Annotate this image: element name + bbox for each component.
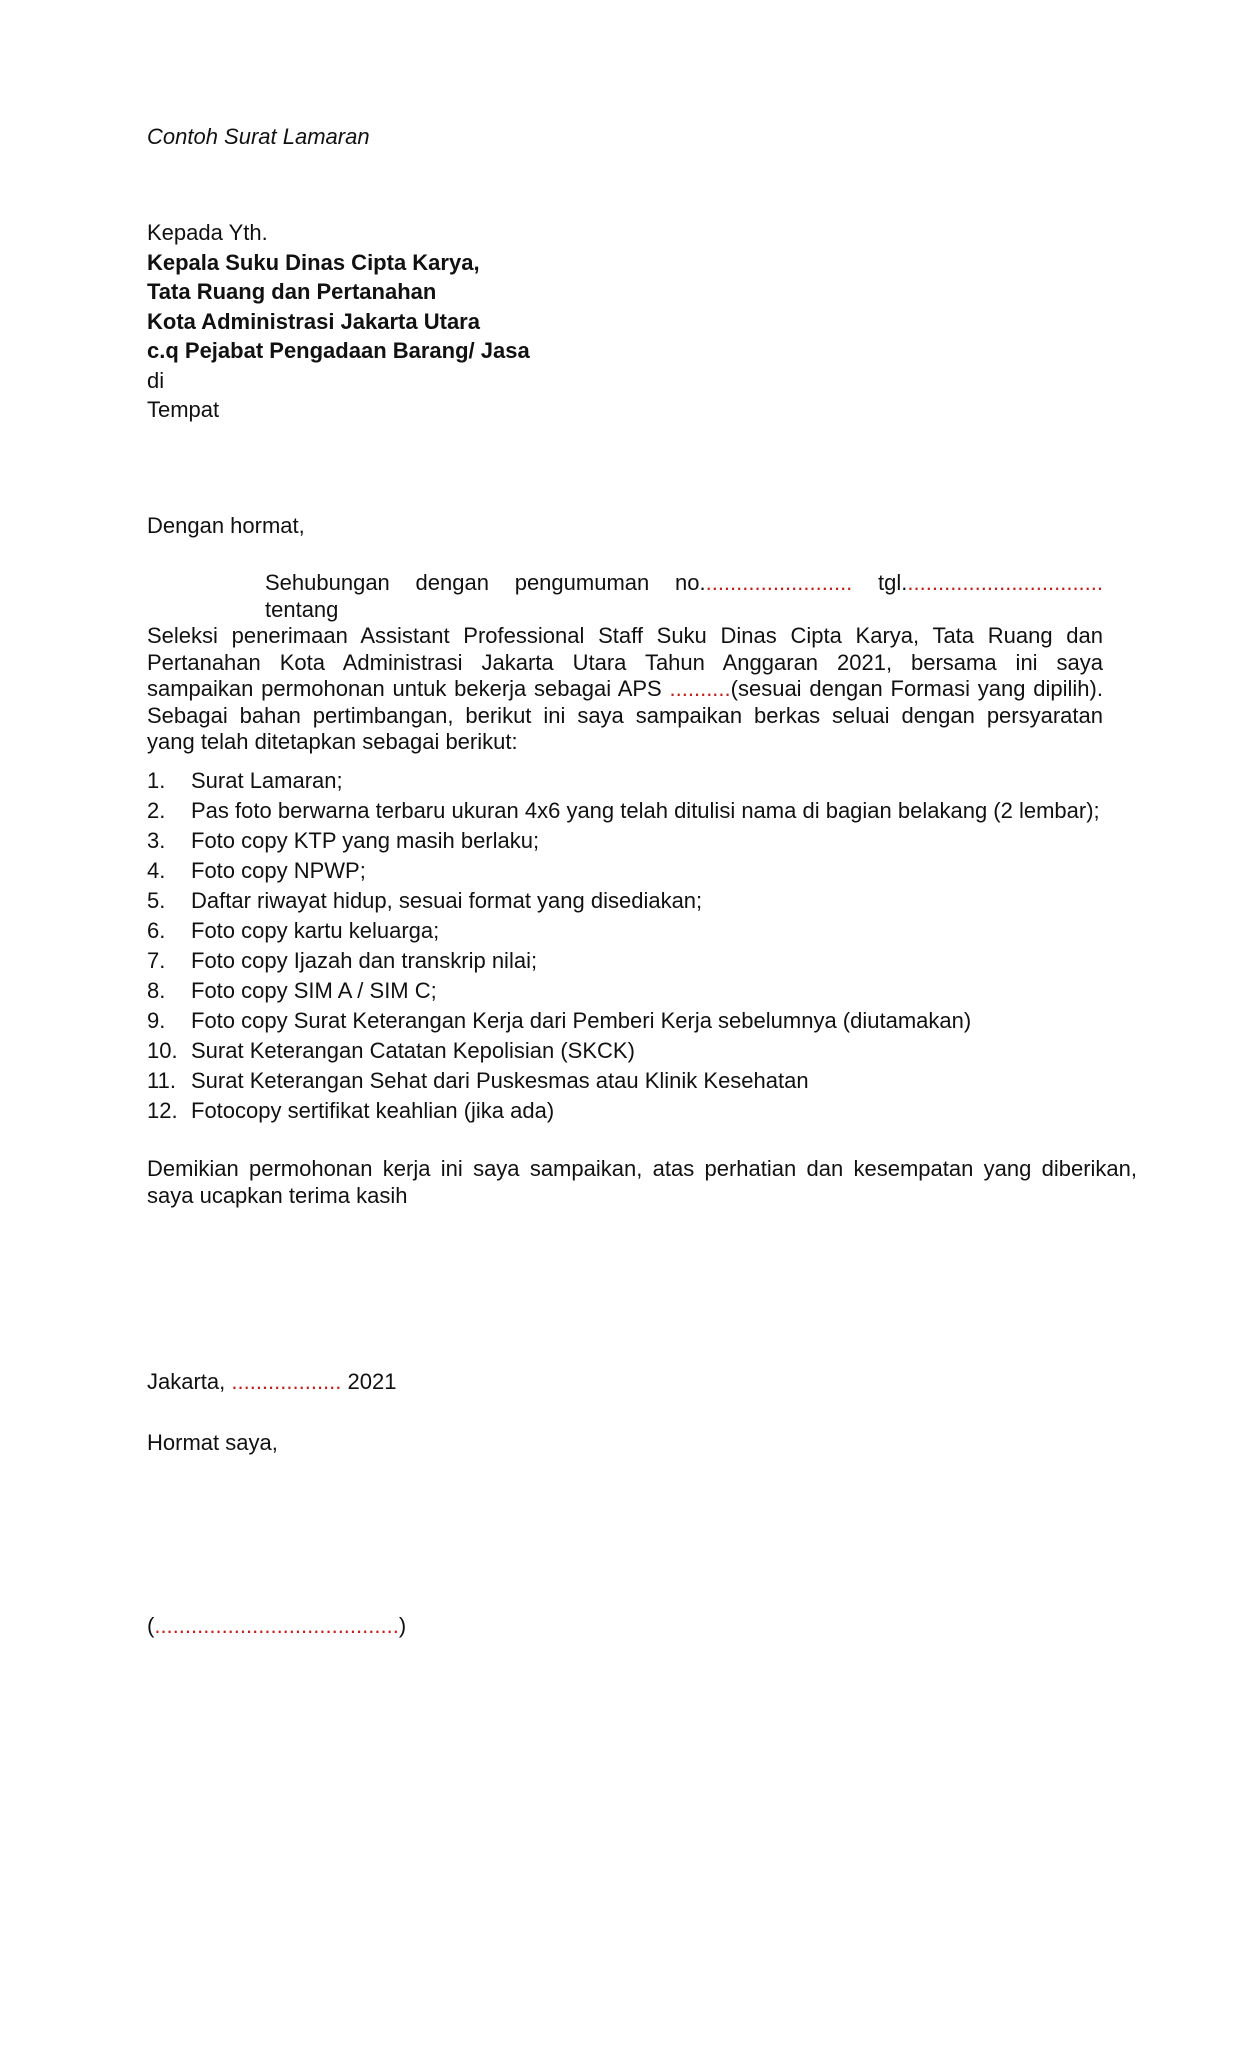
body-text: tgl. (852, 570, 908, 595)
place-date (147, 1368, 396, 1396)
body-text: sampaikan permohonan untuk bekerja sebagai APS (147, 676, 670, 701)
recipient-greeting: Kepada Yth. (147, 220, 268, 245)
body-line-1 (147, 570, 1103, 623)
requirement-item (147, 916, 1147, 946)
requirement-item (147, 886, 1147, 916)
announcement-date-placeholder: ................................ (907, 570, 1103, 595)
date-placeholder: .................. (231, 1369, 342, 1394)
signature-close-paren: ) (398, 1613, 407, 1638)
requirement-number: 4. (147, 858, 166, 883)
requirement-text: Foto copy Surat Keterangan Kerja dari Pemberi Kerja sebelumnya (diutamakan) (191, 1008, 972, 1033)
requirement-text: Foto copy kartu keluarga; (191, 918, 440, 943)
recipient-name-line2: Tata Ruang dan Pertanahan (147, 279, 437, 304)
requirement-text: Daftar riwayat hidup, sesuai format yang disediakan; (191, 888, 703, 913)
recipient-di: di (147, 367, 165, 393)
requirement-text: Pas foto berwarna terbaru ukuran 4x6 yang telah ditulisi nama di bagian belakang (2 lembar); (191, 798, 1100, 823)
signature-name-placeholder: ........................................ (154, 1613, 399, 1638)
recipient-name-line1: Kepala Suku Dinas Cipta Karya, (147, 249, 480, 275)
closing-line-1: Demikian permohonan kerja ini saya sampaikan, atas perhatian dan kesempatan yang diberikan, (147, 1156, 1137, 1181)
requirement-number: 7. (147, 948, 166, 973)
requirement-number: 9. (147, 1008, 166, 1033)
signature-line (147, 1612, 406, 1640)
requirement-item (147, 1096, 1147, 1126)
requirement-text: Foto copy KTP yang masih berlaku; (191, 828, 540, 853)
body-line-3: Pertanahan Kota Administrasi Jakarta Utara Tahun Anggaran 2021, bersama ini saya (147, 649, 1103, 675)
recipient-block (147, 218, 530, 425)
requirement-text: Foto copy Ijazah dan transkrip nilai; (191, 948, 538, 973)
requirement-number: 6. (147, 918, 166, 943)
requirement-text: Surat Keterangan Sehat dari Puskesmas atau Klinik Kesehatan (191, 1068, 809, 1093)
requirement-item (147, 976, 1147, 1006)
requirement-number: 2. (147, 798, 166, 823)
requirement-item (147, 1066, 1147, 1096)
place-year: 2021 (341, 1369, 397, 1394)
body-text: (sesuai dengan Formasi yang dipilih). (730, 676, 1103, 701)
requirement-number: 3. (147, 828, 166, 853)
recipient-name-line3: Kota Administrasi Jakarta Utara (147, 308, 480, 334)
requirement-number: 5. (147, 888, 166, 913)
body-paragraph (147, 570, 1103, 756)
requirement-item (147, 856, 1147, 886)
closing-line-2: saya ucapkan terima kasih (147, 1183, 408, 1208)
body-text: Sehubungan dengan pengumuman no. (265, 570, 706, 595)
body-text: tentang (265, 596, 339, 622)
requirement-number: 11. (147, 1068, 176, 1093)
closing-paragraph (147, 1155, 1137, 1209)
requirement-item (147, 946, 1147, 976)
respect-closing: Hormat saya, (147, 1430, 278, 1455)
requirement-text: Foto copy NPWP; (191, 858, 366, 883)
requirement-text: Fotocopy sertifikat keahlian (jika ada) (191, 1098, 555, 1123)
body-line-2: Seleksi penerimaan Assistant Professional Staff Suku Dinas Cipta Karya, Tata Ruang dan (147, 623, 1103, 648)
requirement-number: 1. (147, 768, 166, 793)
place-city: Jakarta, (147, 1369, 232, 1394)
recipient-name-line4: c.q Pejabat Pengadaan Barang/ Jasa (147, 338, 530, 363)
requirement-item (147, 1006, 1147, 1036)
requirement-number: 10. (147, 1038, 178, 1063)
signature-open-paren: ( (147, 1613, 155, 1638)
body-line-5: Sebagai bahan pertimbangan, berikut ini saya sampaikan berkas seluai dengan persyaratan (147, 702, 1103, 728)
requirement-number: 12. (147, 1098, 178, 1123)
body-line-6: yang telah ditetapkan sebagai berikut: (147, 729, 518, 754)
announcement-number-placeholder: ........................ (705, 570, 853, 595)
requirement-number: 8. (147, 978, 166, 1003)
requirement-item (147, 826, 1147, 856)
formation-placeholder: .......... (669, 676, 731, 701)
requirement-item (147, 1036, 1147, 1066)
document-title: Contoh Surat Lamaran (147, 124, 370, 149)
requirement-item (147, 796, 1147, 826)
salutation: Dengan hormat, (147, 513, 305, 538)
requirements-list (147, 766, 1147, 1126)
requirement-text: Surat Keterangan Catatan Kepolisian (SKCK) (191, 1038, 635, 1063)
recipient-place: Tempat (147, 397, 220, 422)
requirement-text: Surat Lamaran; (191, 768, 343, 793)
requirement-text: Foto copy SIM A / SIM C; (191, 978, 437, 1003)
requirement-item (147, 766, 1147, 796)
body-line-4 (147, 676, 1103, 703)
